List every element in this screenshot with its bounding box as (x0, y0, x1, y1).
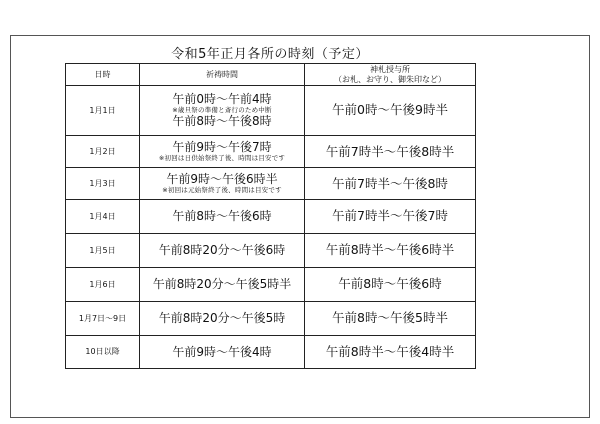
prayer-note: ※初回は日供始祭終了後、時間は目安です (158, 153, 286, 162)
row-prayer: 午前8時20分～午後5時半 (140, 267, 305, 301)
prayer-time: 午前9時～午後7時 (172, 139, 272, 154)
schedule-table (65, 63, 476, 369)
row-date: 1月1日 (66, 86, 140, 136)
prayer-note: ※歳旦祭の準備と斎行のため中断 (172, 106, 272, 115)
prayer-time-second: 午前8時～午後8時 (172, 114, 272, 129)
table-row (66, 199, 476, 233)
row-date: 1月7日～9日 (66, 301, 140, 335)
header-amulet-line1: 神札授与所 (370, 64, 410, 74)
row-amulet: 午前8時半～午後4時半 (305, 335, 476, 368)
table-row (66, 267, 476, 301)
row-amulet: 午前0時～午後9時半 (305, 86, 476, 136)
table-row (66, 86, 476, 136)
row-amulet: 午前8時～午後5時半 (305, 301, 476, 335)
row-date: 10日以降 (66, 335, 140, 368)
row-prayer (140, 86, 305, 136)
row-prayer: 午前8時～午後6時 (140, 199, 305, 233)
row-prayer: 午前9時～午後4時 (140, 335, 305, 368)
row-prayer: 午前8時20分～午後6時 (140, 233, 305, 267)
prayer-time: 午前9時～午後6時半 (166, 171, 278, 186)
table-row (66, 233, 476, 267)
header-prayer: 祈祷時間 (140, 64, 305, 86)
row-date: 1月5日 (66, 233, 140, 267)
row-amulet: 午前7時半～午後8時半 (305, 135, 476, 167)
table-row (66, 335, 476, 368)
header-date: 日時 (66, 64, 140, 86)
row-amulet: 午前8時半～午後6時半 (305, 233, 476, 267)
row-amulet: 午前8時～午後6時 (305, 267, 476, 301)
row-date: 1月4日 (66, 199, 140, 233)
table-row (66, 167, 476, 199)
header-amulet-line2: （お札、お守り、御朱印など） (334, 74, 446, 84)
row-prayer (140, 135, 305, 167)
header-row (66, 64, 476, 86)
row-prayer (140, 167, 305, 199)
row-date: 1月3日 (66, 167, 140, 199)
row-amulet: 午前7時半～午後8時 (305, 167, 476, 199)
row-date: 1月6日 (66, 267, 140, 301)
row-amulet: 午前7時半～午後7時 (305, 199, 476, 233)
table-row (66, 301, 476, 335)
prayer-time: 午前0時～午前4時 (172, 92, 272, 107)
page-title: 令和5年正月各所の時刻（予定） (171, 47, 369, 62)
header-amulet (305, 64, 476, 86)
row-prayer: 午前8時20分～午後5時 (140, 301, 305, 335)
prayer-note: ※初回は元始祭終了後、時間は目安です (162, 185, 282, 194)
table-row (66, 135, 476, 167)
row-date: 1月2日 (66, 135, 140, 167)
